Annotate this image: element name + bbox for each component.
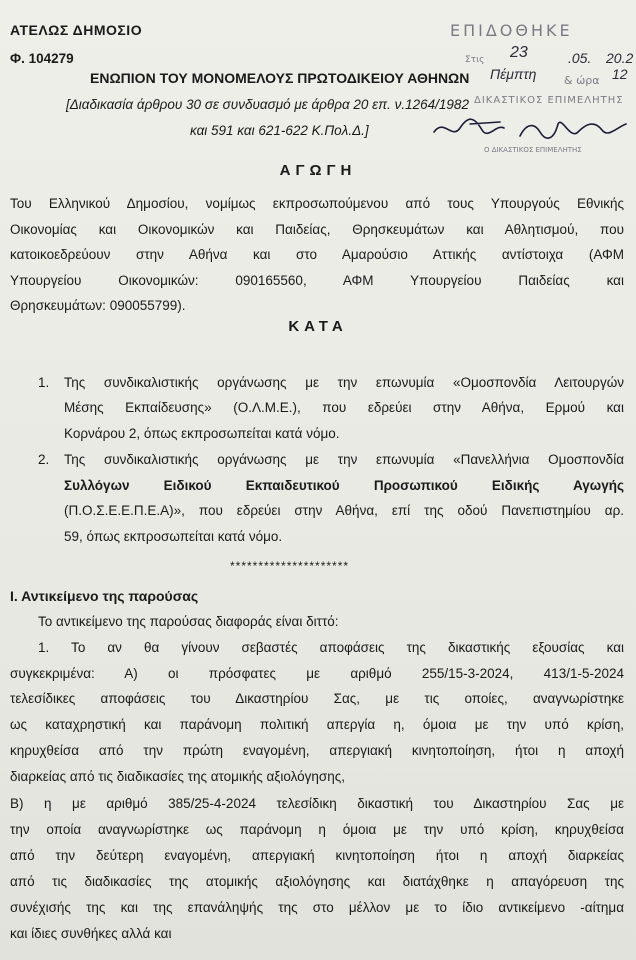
section-body-line: από τις διαδικασίες της ατομικής αξιολόγησης και διατάχθηκε η απαγόρευση της [10, 874, 624, 889]
document-title: ΑΓΩΓΗ [279, 162, 357, 179]
section-body-line: 1. Το αν θα γίνουν σεβαστές αποφάσεις της δικαστικής εξουσίας και [38, 640, 624, 655]
service-stamp-hour: 12 [612, 66, 628, 82]
defendant-line: Συλλόγων Ειδικού Εκπαιδευτικού Προσωπικού Ειδικής Αγωγής [64, 478, 624, 493]
section-body-line: και ίδιες συνθήκες αλλά και [10, 926, 172, 941]
separator: ********************* [230, 559, 350, 573]
section-body-line: Β) η με αριθμό 385/25-4-2024 τελεσίδικη δικαστική του Δικαστηρίου Σας με [10, 796, 624, 811]
plaintiff-line: Θρησκευμάτων: 090055799). [10, 298, 186, 313]
defendant-number: 1. [38, 375, 50, 390]
defendant-line: (Π.Ο.Σ.Ε.Ε.Π.Ε.Α)», που εδρεύει στην Αθήνα, επί της οδού Πανεπιστημίου αρ. [64, 503, 624, 518]
service-stamp-year: 20.2 [606, 50, 634, 66]
procedure-line-2: και 591 και 621-622 Κ.Πολ.Δ.] [190, 123, 369, 138]
service-stamp-day: 23 [510, 44, 528, 61]
service-stamp-weekday: Πέμπτη [490, 66, 537, 82]
defendant-line: Της συνδικαλιστικής οργάνωσης με την επωνυμία «Ομοσπονδία Λειτουργών [64, 375, 624, 390]
defendant-line: 59, όπως εκπροσωπείται κατά νόμο. [64, 529, 283, 544]
service-stamp-role: ΔΙΚΑΣΤΙΚΟΣ ΕΠΙΜΕΛΗΤΗΣ [474, 95, 624, 106]
section-body-line: συγκεκριμένα: Α) οι πρόσφατες με αριθμό 255/15-3-2024, 413/1-5-2024 [10, 666, 624, 681]
section-body-line: συνέχισής της και της επανάληψής της στο μέλλον με το ίδιο αντικείμενο -αίτημα [10, 900, 624, 915]
plaintiff-line: Του Ελληνικού Δημοσίου, νομίμως εκπροσωπούμενου από τους Υπουργούς Εθνικής [10, 196, 624, 211]
service-stamp-month: .05. [568, 50, 592, 66]
tax-exempt-label: ΑΤΕΛΩΣ ΔΗΜΟΣΙΟ [10, 22, 143, 38]
service-stamp-time-label: & ώρα [564, 74, 600, 87]
section-body-line: την οποία αναγνωρίστηκε ως παράνομη η όμοια με την υπό κρίση, κηρυχθείσα [10, 822, 624, 837]
defendant-number: 2. [38, 452, 50, 467]
defendant-line: Μέσης Εκπαίδευσης» (Ο.Λ.Μ.Ε.), που εδρεύει στην Αθήνα, Ερμού και [64, 400, 624, 415]
service-stamp-date-label: Στις [465, 55, 485, 65]
court-heading: ΕΝΩΠΙΟΝ ΤΟΥ ΜΟΝΟΜΕΛΟΥΣ ΠΡΩΤΟΔΙΚΕΙΟΥ ΑΘΗΝΩΝ [90, 70, 470, 86]
handwritten-signature-icon [430, 110, 630, 150]
defendant-line: Της συνδικαλιστικής οργάνωσης με την επωνυμία «Πανελλήνια Ομοσπονδία [64, 452, 624, 467]
file-number: Φ. 104279 [10, 51, 74, 66]
service-stamp-footer: Ο ΔΙΚΑΣΤΙΚΟΣ ΕΠΙΜΕΛΗΤΗΣ [484, 146, 582, 154]
service-stamp-title: ΕΠΙΔΟΘΗΚΕ [450, 21, 573, 40]
section-body-line: διαρκείας από τις διαδικασίες της ατομικής αξιολόγησης, [10, 769, 345, 784]
against-heading: ΚΑΤΑ [288, 318, 348, 335]
section-body-line: ως καταχρηστική και παράνομη πολιτική απεργία η, όμοια με την υπό κρίση, [10, 717, 624, 732]
plaintiff-line: κατοικοεδρεύουν στην Αθήνα και στο Αμαρούσιο Αττικής αντίστοιχα (ΑΦΜ [10, 247, 624, 262]
procedure-line-1: [Διαδικασία άρθρου 30 σε συνδυασμό με άρθρα 20 επ. ν.1264/1982 [66, 97, 469, 112]
section-body-line: κηρυχθείσα από την πρώτη εναγομένη, απεργιακή κινητοποίηση, ήτοι η αποχή [10, 743, 624, 758]
defendant-line: Κορνάρου 2, όπως εκπροσωπείται κατά νόμο. [64, 426, 340, 441]
plaintiff-line: Υπουργείου Οικονομικών: 090165560, ΑΦΜ Υπουργείου Παιδείας και [10, 273, 624, 288]
section-body-line: τελεσίδικες αποφάσεις του Δικαστηρίου Σας, με τις οποίες, αναγνωρίστηκε [10, 691, 624, 706]
section-body-line: από την δεύτερη εναγομένη, απεργιακή κινητοποίηση ήτοι η αποχή διαρκείας [10, 848, 624, 863]
section-intro: Το αντικείμενο της παρούσας διαφοράς είναι διττό: [38, 614, 339, 629]
plaintiff-line: Οικονομίας και Οικονομικών και Παιδείας, Θρησκευμάτων και Αθλητισμού, που [10, 222, 624, 237]
section-heading: Ι. Αντικείμενο της παρούσας [10, 588, 199, 604]
